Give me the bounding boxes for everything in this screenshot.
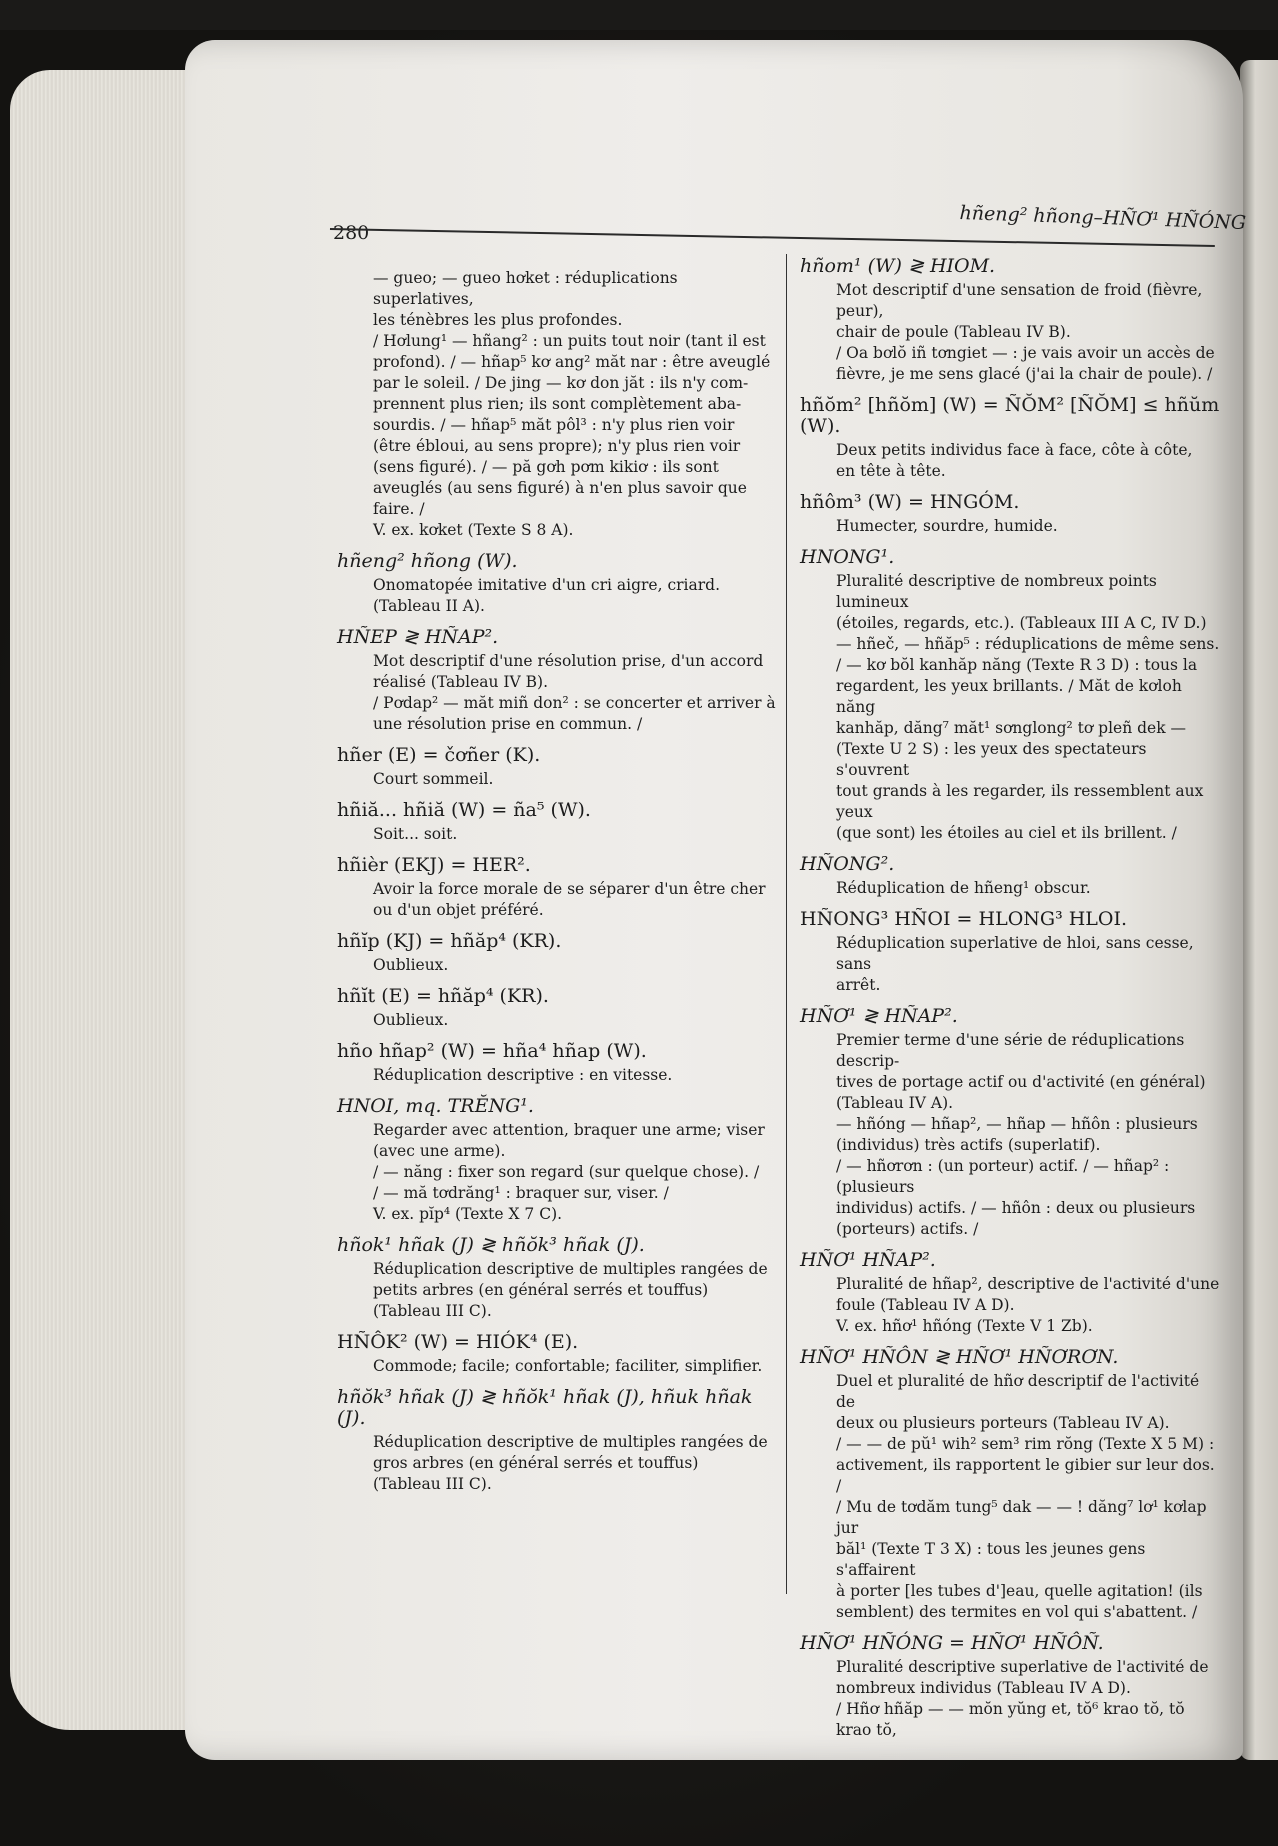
entry-definition-line: / — hñơrơn : (un porteur) actif. / — hñap² : (plusieurs bbox=[836, 1157, 1170, 1196]
continuation-line: par le soleil. / De jing — kơ don jăt : ils n'y com- bbox=[373, 374, 749, 392]
entry-definition-line: Réduplication descriptive de multiples rangées de bbox=[373, 1433, 768, 1451]
dictionary-entry bbox=[337, 800, 777, 845]
entry-headword: HÑƠ¹ HÑAP². bbox=[800, 1249, 936, 1271]
entry-headword: hñôm³ (W) = HNGÓM. bbox=[800, 491, 1020, 513]
entry-headword: hñiă... hñiă (W) = ña⁵ (W). bbox=[337, 799, 591, 821]
entry-definition-line: individus) actifs. / — hñôn : deux ou plusieurs bbox=[836, 1199, 1196, 1217]
continuation-entry bbox=[337, 268, 777, 541]
entry-headword: hño hñap² (W) = hña⁴ hñap (W). bbox=[337, 1040, 647, 1062]
entry-definition-line: (étoiles, regards, etc.). (Tableaux III A C, IV D.) bbox=[836, 614, 1207, 632]
entry-headword: HÑƠ¹ HÑÓNG = HÑƠ¹ HÑÔÑ. bbox=[800, 1632, 1104, 1654]
continuation-line: les ténèbres les plus profondes. bbox=[373, 311, 623, 329]
entry-definition-line: Pluralité descriptive superlative de l'activité de bbox=[836, 1658, 1209, 1676]
entry-headword: hñŏm² [hñŏm] (W) = ÑŎM² [ÑŎM] ≤ hñŭm (W). bbox=[800, 394, 1220, 437]
facing-page-edge bbox=[1240, 60, 1278, 1760]
entry-headword: HÑONG³ HÑOI = HLONG³ HLOI. bbox=[800, 908, 1128, 930]
entry-definition-line: Mot descriptif d'une sensation de froid (fièvre, peur), bbox=[836, 281, 1203, 320]
entry-definition-line: Réduplication de hñeng¹ obscur. bbox=[836, 879, 1091, 897]
dictionary-entry bbox=[800, 909, 1220, 996]
entry-definition-line: kanhăp, dăng⁷ măt¹ sơnglong² tơ pleñ dek — bbox=[836, 719, 1187, 737]
dictionary-entry bbox=[337, 931, 777, 976]
dictionary-entry bbox=[800, 547, 1220, 844]
entry-definition-line: à porter [les tubes d']eau, quelle agitation! (ils bbox=[836, 1582, 1203, 1600]
entry-definition-line: foule (Tableau IV A D). bbox=[836, 1296, 1015, 1314]
entry-headword: HNONG¹. bbox=[800, 546, 895, 568]
entry-definition-line: (Tableau III C). bbox=[373, 1302, 492, 1320]
entry-headword: HÑONG². bbox=[800, 853, 895, 875]
entry-definition-line: tives de portage actif ou d'activité (en général) bbox=[836, 1073, 1206, 1091]
entry-definition-line: regardent, les yeux brillants. / Măt de kơloh năng bbox=[836, 677, 1182, 716]
entry-definition-line: (Tableau IV A). bbox=[836, 1094, 954, 1112]
entry-definition-line: Duel et pluralité de hñơ descriptif de l'activité de bbox=[836, 1372, 1200, 1411]
dictionary-entry bbox=[800, 256, 1220, 385]
continuation-line: / Hơlung¹ — hñang² : un puits tout noir (tant il est bbox=[373, 332, 766, 350]
entry-headword: hñŏk³ hñak (J) ≷ hñŏk¹ hñak (J), hñuk hñak (J). bbox=[337, 1386, 753, 1429]
dictionary-entry bbox=[800, 395, 1220, 482]
entry-definition-line: tout grands à les regarder, ils ressemblent aux yeux bbox=[836, 782, 1204, 821]
entry-definition-line: Réduplication descriptive : en vitesse. bbox=[373, 1066, 673, 1084]
entry-definition-line: Commode; facile; confortable; faciliter, simplifier. bbox=[373, 1357, 763, 1375]
entry-definition-line: Premier terme d'une série de réduplications descrip- bbox=[836, 1031, 1185, 1070]
continuation-line: faire. / bbox=[373, 500, 425, 518]
entry-headword: HÑƠ¹ HÑÔN ≷ HÑƠ¹ HÑƠRƠN. bbox=[800, 1346, 1119, 1368]
entry-definition-line: / Oa bơlŏ iñ tơngiet — : je vais avoir un accès de bbox=[836, 344, 1215, 362]
entry-definition-line: nombreux individus (Tableau IV A D). bbox=[836, 1679, 1131, 1697]
entry-definition-line: Mot descriptif d'une résolution prise, d'un accord bbox=[373, 652, 764, 670]
entry-definition-line: (individus) très actifs (superlatif). bbox=[836, 1136, 1101, 1154]
entry-definition-line: petits arbres (en général serrés et touffus) bbox=[373, 1281, 709, 1299]
dictionary-entry bbox=[337, 855, 777, 921]
entry-definition-line: V. ex. pĭp⁴ (Texte X 7 C). bbox=[373, 1205, 563, 1223]
dictionary-entry bbox=[337, 745, 777, 790]
entry-headword: hñièr (EKJ) = HER². bbox=[337, 854, 531, 876]
entry-definition-line: ou d'un objet préféré. bbox=[373, 901, 544, 919]
entry-definition-line: — hñeč, — hñăp⁵ : réduplications de même sens. bbox=[836, 635, 1220, 653]
dictionary-entry bbox=[337, 986, 777, 1031]
entry-headword: hñĭt (E) = hñăp⁴ (KR). bbox=[337, 985, 549, 1007]
entry-definition-line: Onomatopée imitative d'un cri aigre, criard. bbox=[373, 576, 720, 594]
entry-definition-line: / — — de pŭ¹ wih² sem³ rim rŏng (Texte X 5 M) : bbox=[836, 1435, 1215, 1453]
dictionary-entry bbox=[800, 1347, 1220, 1623]
entry-definition-line: arrêt. bbox=[836, 976, 881, 994]
entry-definition-line: Pluralité de hñap², descriptive de l'activité d'une bbox=[836, 1275, 1220, 1293]
entry-definition-line: (Tableau III C). bbox=[373, 1475, 492, 1493]
entry-headword: HÑƠ¹ ≷ HÑAP². bbox=[800, 1005, 958, 1027]
entry-headword: hñeng² hñong (W). bbox=[337, 550, 518, 572]
continuation-line: (sens figuré). / — pă gơh pơm kikiơ : ils sont bbox=[373, 458, 719, 476]
continuation-line: sourdis. / — hñap⁵ măt pôl³ : n'y plus rien voir bbox=[373, 416, 735, 434]
dictionary-entry bbox=[337, 1096, 777, 1225]
page-stack-edges bbox=[10, 70, 210, 1730]
entry-definition-line: Court sommeil. bbox=[373, 770, 494, 788]
entry-definition-line: / Pơdap² — măt miñ don² : se concerter et arriver à bbox=[373, 694, 776, 712]
entry-headword: hñom¹ (W) ≷ HIOM. bbox=[800, 255, 996, 277]
entry-definition-line: (Tableau II A). bbox=[373, 597, 485, 615]
entry-definition-line: chair de poule (Tableau IV B). bbox=[836, 323, 1071, 341]
entry-definition-line: (que sont) les étoiles au ciel et ils brillent. / bbox=[836, 824, 1177, 842]
entry-definition-line: (avec une arme). bbox=[373, 1142, 506, 1160]
entry-definition-line: Oublieux. bbox=[373, 956, 449, 974]
entry-definition-line: Oublieux. bbox=[373, 1011, 449, 1029]
entry-definition-line: Réduplication descriptive de multiples rangées de bbox=[373, 1260, 768, 1278]
entry-definition-line: / — mă tơdrăng¹ : braquer sur, viser. / bbox=[373, 1184, 669, 1202]
entry-definition-line: Deux petits individus face à face, côte à côte, bbox=[836, 441, 1193, 459]
left-entries bbox=[337, 551, 777, 1495]
dictionary-entry bbox=[800, 492, 1220, 537]
entry-definition-line: (porteurs) actifs. / bbox=[836, 1220, 979, 1238]
entry-headword: HÑÔK² (W) = HIÓK⁴ (E). bbox=[337, 1331, 579, 1353]
entry-definition-line: — hñóng — hñap², — hñap — hñôn : plusieurs bbox=[836, 1115, 1198, 1133]
entry-definition-line: une résolution prise en commun. / bbox=[373, 715, 643, 733]
entry-headword: HNOI, mq. TRĔNG¹. bbox=[337, 1095, 534, 1117]
dictionary-entry bbox=[800, 1006, 1220, 1240]
entry-definition-line: / Mu de tơdăm tung⁵ dak — — ! dăng⁷ lơ¹ kơlap jur bbox=[836, 1498, 1207, 1537]
entry-definition-line: semblent) des termites en vol qui s'abattent. / bbox=[836, 1603, 1198, 1621]
continuation-line: — gueo; — gueo hơket : réduplications superlatives, bbox=[373, 269, 678, 308]
entry-definition-line: deux ou plusieurs porteurs (Tableau IV A). bbox=[836, 1414, 1170, 1432]
continuation-line: prennent plus rien; ils sont complètement aba- bbox=[373, 395, 742, 413]
right-entries bbox=[800, 256, 1220, 1741]
running-head: hñeng² hñong–HÑƠ¹ HÑÓNG bbox=[959, 202, 1247, 234]
continuation-line: V. ex. kơket (Texte S 8 A). bbox=[373, 521, 574, 539]
dictionary-entry bbox=[337, 1041, 777, 1086]
entry-headword: HÑEP ≷ HÑAP². bbox=[337, 626, 499, 648]
entry-definition-line: / Hñơ hñăp — — mŏn yŭng et, tŏ⁶ krao tŏ, tŏ krao tŏ, bbox=[836, 1700, 1185, 1739]
dictionary-entry bbox=[337, 1235, 777, 1322]
right-column bbox=[800, 256, 1220, 1751]
entry-definition-line: Regarder avec attention, braquer une arme; viser bbox=[373, 1121, 765, 1139]
entry-headword: hñĭp (KJ) = hñăp⁴ (KR). bbox=[337, 930, 562, 952]
entry-definition-line: Pluralité descriptive de nombreux points lumineux bbox=[836, 572, 1157, 611]
entry-definition-line: Soit... soit. bbox=[373, 825, 458, 843]
entry-definition-line: Avoir la force morale de se séparer d'un être cher bbox=[373, 880, 766, 898]
dictionary-entry bbox=[800, 854, 1220, 899]
entry-headword: hñok¹ hñak (J) ≷ hñŏk³ hñak (J). bbox=[337, 1234, 645, 1256]
continuation-line: (être ébloui, au sens propre); n'y plus rien voir bbox=[373, 437, 741, 455]
entry-definition-line: gros arbres (en général serrés et touffus) bbox=[373, 1454, 699, 1472]
entry-definition-line: băl¹ (Texte T 3 X) : tous les jeunes gens s'affairent bbox=[836, 1540, 1146, 1579]
entry-definition-line: (Texte U 2 S) : les yeux des spectateurs s'ouvrent bbox=[836, 740, 1147, 779]
continuation-line: profond). / — hñap⁵ kơ ang² măt nar : être aveuglé bbox=[373, 353, 771, 371]
dictionary-entry bbox=[337, 1387, 777, 1495]
dictionary-entry bbox=[337, 1332, 777, 1377]
dictionary-entry bbox=[337, 627, 777, 735]
entry-definition-line: en tête à tête. bbox=[836, 462, 946, 480]
entry-definition-line: / — năng : fixer son regard (sur quelque chose). / bbox=[373, 1163, 760, 1181]
page-number: 280 bbox=[333, 222, 370, 244]
entry-definition-line: / — kơ bŏl kanhăp năng (Texte R 3 D) : tous la bbox=[836, 656, 1198, 674]
entry-definition-line: Humecter, sourdre, humide. bbox=[836, 517, 1058, 535]
entry-definition-line: réalisé (Tableau IV B). bbox=[373, 673, 549, 691]
column-divider bbox=[786, 254, 787, 1594]
entry-definition-line: activement, ils rapportent le gibier sur leur dos. / bbox=[836, 1456, 1215, 1495]
dictionary-entry bbox=[337, 551, 777, 617]
continuation-line: aveuglés (au sens figuré) à n'en plus savoir que bbox=[373, 479, 747, 497]
entry-headword: hñer (E) = čơñer (K). bbox=[337, 744, 541, 766]
entry-definition-line: Réduplication superlative de hloi, sans cesse, sans bbox=[836, 934, 1194, 973]
dictionary-entry bbox=[800, 1250, 1220, 1337]
entry-definition-line: fièvre, je me sens glacé (j'ai la chair de poule). / bbox=[836, 365, 1213, 383]
left-column bbox=[337, 268, 777, 1505]
dictionary-entry bbox=[800, 1633, 1220, 1741]
entry-definition-line: V. ex. hñơ¹ hñóng (Texte V 1 Zb). bbox=[836, 1317, 1093, 1335]
